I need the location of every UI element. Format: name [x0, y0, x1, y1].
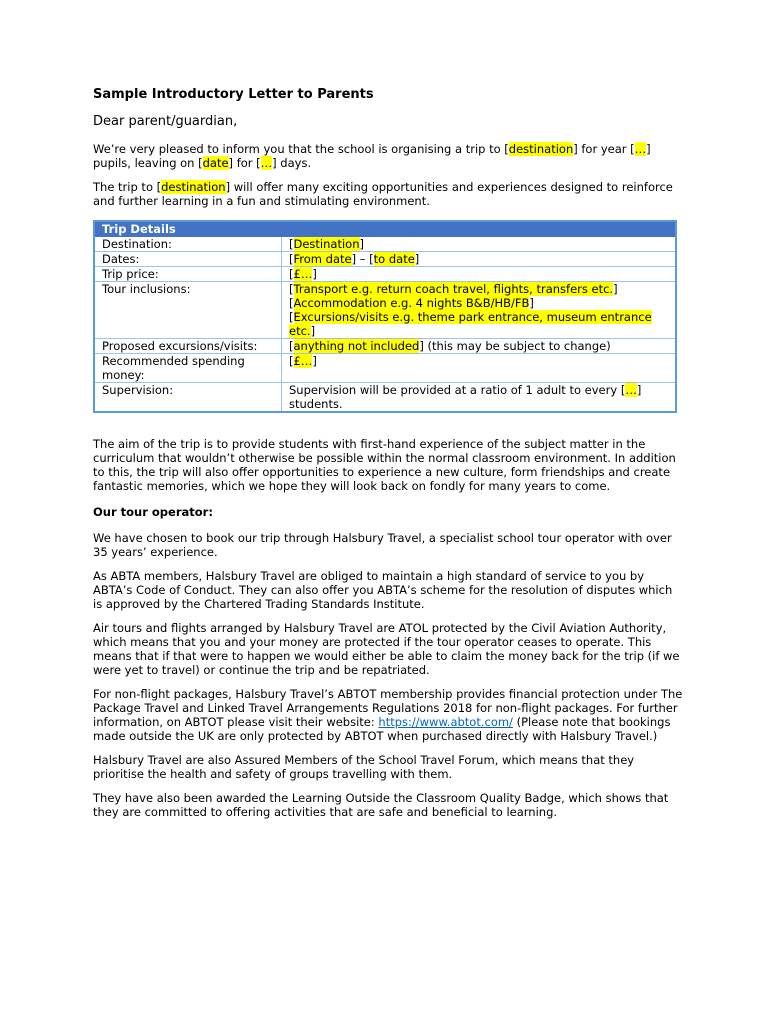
operator-paragraph-2: As ABTA members, Halsbury Travel are obliged to maintain a high standard of service to you by ABTA’s Code of Conduct. They can also offer you ABTA’s scheme for the resolution of disputes which is approved by the Chartered Trading Standards Institute.	[93, 569, 673, 611]
inclusions-value: [Transport e.g. return coach travel, flights, transfers etc.] [Accommodation e.g. 4 nights B&B/HB/FB] [Excursions/visits e.g. theme park entrance, museum entrance etc.]	[282, 282, 677, 339]
spending-value: [£…]	[282, 354, 677, 383]
destination-placeholder: destination	[161, 180, 226, 194]
inclusions-label: Tour inclusions:	[94, 282, 282, 339]
table-header-row	[94, 221, 676, 237]
table-row	[94, 237, 676, 252]
days-placeholder: …	[260, 156, 273, 170]
table-row	[94, 282, 676, 339]
operator-paragraph-5: Halsbury Travel are also Assured Members of the School Travel Forum, which means that they prioritise the health and safety of groups travelling with them.	[93, 753, 635, 781]
abtot-link[interactable]: https://www.abtot.com/	[378, 715, 513, 729]
table-row	[94, 339, 676, 354]
intro-paragraph: We’re very pleased to inform you that the school is organising a trip to [destination] for year […] pupils, leaving on [date] for […] days.	[93, 142, 651, 170]
spending-label: Recommended spending money:	[94, 354, 282, 383]
destination-value: [Destination]	[282, 237, 677, 252]
table-row	[94, 252, 676, 267]
dates-label: Dates:	[94, 252, 282, 267]
price-label: Trip price:	[94, 267, 282, 282]
destination-label: Destination:	[94, 237, 282, 252]
supervision-label: Supervision:	[94, 383, 282, 413]
trip-details-table	[93, 220, 677, 413]
aim-paragraph: The aim of the trip is to provide students with first-hand experience of the subject matter in the curriculum that wouldn’t otherwise be possible within the normal classroom environment. In addition to this, the trip will also offer opportunities to experience a new culture, form friendships and create fantastic memories, which we hope they will look back on fondly for many years to come.	[93, 437, 676, 493]
greeting: Dear parent/guardian,	[93, 114, 238, 129]
destination-placeholder: destination	[508, 142, 574, 156]
proposed-value: [anything not included] (this may be subject to change)	[282, 339, 677, 354]
dates-value: [From date] – [to date]	[282, 252, 677, 267]
year-placeholder: …	[634, 142, 647, 156]
date-placeholder: date	[202, 156, 229, 170]
operator-paragraph-4: For non-flight packages, Halsbury Travel’s ABTOT membership provides financial protection under The Package Travel and Linked Travel Arrangements Regulations 2018 for non-flight packages. For further information, on ABTOT please visit their website: https://www.abtot.com/ (Please note that bookings made outside the UK are only protected by ABTOT when purchased directly with Halsbury Travel.)	[93, 687, 683, 743]
operator-heading: Our tour operator:	[93, 505, 213, 519]
operator-paragraph-3: Air tours and flights arranged by Halsbury Travel are ATOL protected by the Civil Aviation Authority, which means that you and your money are protected if the tour operator ceases to operate. This means that if that were to happen we would either be able to claim the money back for the trip (if we were yet to travel) or continue the trip and be repatriated.	[93, 621, 680, 677]
proposed-label: Proposed excursions/visits:	[94, 339, 282, 354]
table-row	[94, 267, 676, 282]
operator-paragraph-6: They have also been awarded the Learning Outside the Classroom Quality Badge, which shows that they are committed to offering activities that are safe and beneficial to learning.	[93, 791, 669, 819]
table-row	[94, 354, 676, 383]
trip-paragraph: The trip to [destination] will offer many exciting opportunities and experiences designed to reinforce and further learning in a fun and stimulating environment.	[93, 180, 673, 208]
price-value: [£…]	[282, 267, 677, 282]
table-header: Trip Details	[94, 221, 676, 237]
table-row	[94, 383, 676, 413]
letter-title: Sample Introductory Letter to Parents	[93, 87, 374, 102]
operator-paragraph-1: We have chosen to book our trip through Halsbury Travel, a specialist school tour operator with over 35 years’ experience.	[93, 531, 672, 559]
supervision-value: Supervision will be provided at a ratio of 1 adult to every […] students.	[282, 383, 677, 413]
letter-content	[93, 86, 683, 829]
